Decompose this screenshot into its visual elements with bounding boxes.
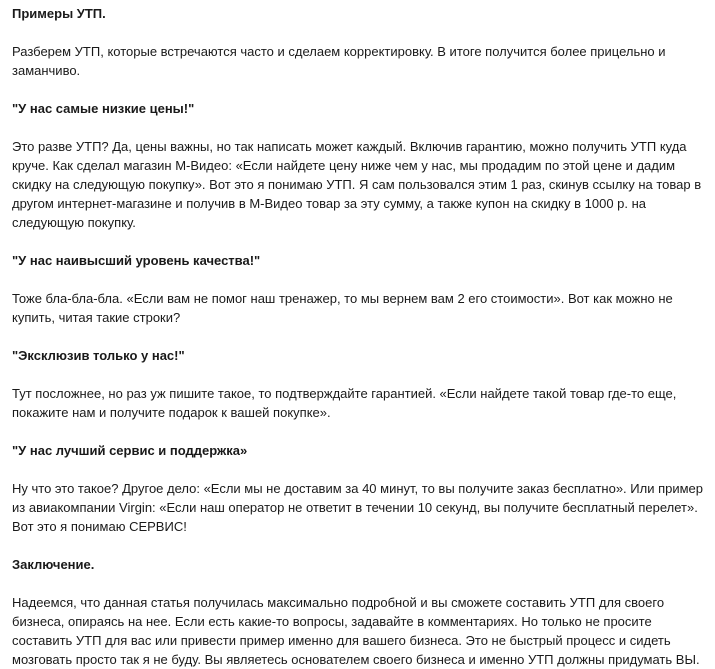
spacer	[12, 118, 703, 137]
article-title: Примеры УТП.	[12, 6, 106, 21]
spacer	[12, 574, 703, 593]
spacer	[12, 327, 703, 346]
section-text-exclusive: Тут посложнее, но раз уж пишите такое, то подтверждайте гарантией. «Если найдете такой товар где-то еще, покажите нам и получите подарок к вашей покупке».	[12, 386, 677, 420]
spacer	[12, 365, 703, 384]
spacer	[12, 232, 703, 251]
spacer	[12, 80, 703, 99]
section-text-prices: Это разве УТП? Да, цены важны, но так написать может каждый. Включив гарантию, можно получить УТП куда круче. Как сделал магазин М-Видео: «Если найдете цену ниже чем у нас, мы продадим по этой цене и дадим скидку на следующую покупку». Вот это я понимаю УТП. Я сам пользовался этим 1 раз, скинув ссылку на товар в другом интернет-магазине и получив в М-Видео товар за эту сумму, а также купон на скидку в 1000 р. на следующую покупку.	[12, 139, 702, 230]
spacer	[12, 536, 703, 555]
section-text-quality: Тоже бла-бла-бла. «Если вам не помог наш тренажер, то мы вернем вам 2 его стоимости». Вот как можно не купить, читая такие строки?	[12, 291, 673, 325]
section-heading-service: "У нас лучший сервис и поддержка»	[12, 443, 248, 458]
spacer	[12, 270, 703, 289]
spacer	[12, 460, 703, 479]
conclusion-text: Надеемся, что данная статья получилась максимально подробной и вы сможете составить УТП для своего бизнеса, опираясь на нее. Если есть какие-то вопросы, задавайте в комментариях. Но только не просите составить УТП для вас или привести пример именно для вашего бизнеса. Это не быстрый процесс и сидеть мозговать просто так я не буду. Вы являетесь основателем своего бизнеса и именно УТП должны придумать ВЫ.	[12, 595, 700, 667]
section-heading-quality: "У нас наивысший уровень качества!"	[12, 253, 261, 268]
conclusion-heading: Заключение.	[12, 557, 95, 572]
spacer	[12, 23, 703, 42]
intro-paragraph: Разберем УТП, которые встречаются часто и сделаем корректировку. В итоге получится более прицельно и заманчиво.	[12, 44, 666, 78]
section-heading-exclusive: "Эксклюзив только у нас!"	[12, 348, 185, 363]
section-text-service: Ну что это такое? Другое дело: «Если мы не доставим за 40 минут, то вы получите заказ бесплатно». Или пример из авиакомпании Virgin: «Если наш оператор не ответит в течении 10 секунд, вы получите бесплатный перелет». Вот это я понимаю СЕРВИС!	[12, 481, 703, 534]
section-heading-prices: "У нас самые низкие цены!"	[12, 101, 195, 116]
spacer	[12, 422, 703, 441]
